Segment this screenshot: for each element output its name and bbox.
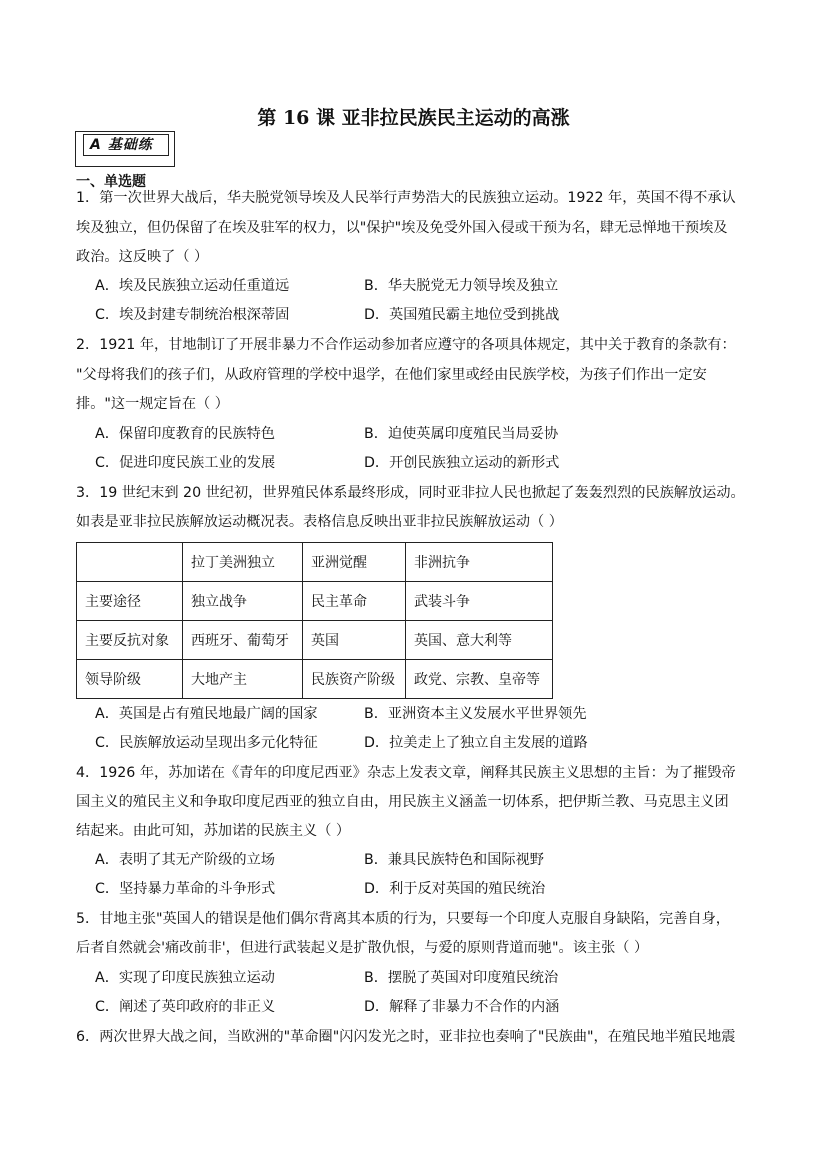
section-heading: 一、单选题 (76, 174, 146, 190)
question-5-line-1: 5．甘地主张"英国人的错误是他们偶尔背离其本质的行为，只要每一个印度人克服自身缺陷，完善自身， (76, 911, 730, 927)
question-2-line-1: 2．1921 年，甘地制订了开展非暴力不合作运动参加者应遵守的各项具体规定，其中关于教育的条款有： (76, 337, 736, 353)
question-2-option-d: D．开创民族独立运动的新形式 (364, 455, 560, 471)
question-1-option-a: A．埃及民族独立运动任重道远 (95, 278, 290, 294)
liberation-movement-table (76, 542, 553, 699)
question-5-option-a: A．实现了印度民族独立运动 (95, 970, 275, 986)
question-3-line-1: 3．19 世纪末到 20 世纪初，世界殖民体系最终形成，同时亚非拉人民也掀起了轰轰烈烈的民族解放运动。 (76, 485, 745, 501)
table-cell: 非洲抗争 (406, 543, 553, 582)
question-1-line-3: 政治。这反映了（ ） (76, 249, 209, 265)
question-1-option-c: C．埃及封建专制统治根深蒂固 (95, 307, 290, 323)
question-4-option-a: A．表明了其无产阶级的立场 (95, 852, 275, 868)
question-4-line-3: 结起来。由此可知，苏加诺的民族主义（ ） (76, 823, 351, 839)
question-2-option-a: A．保留印度教育的民族特色 (95, 426, 275, 442)
table-cell: 领导阶级 (77, 660, 183, 699)
page-title: 第 16 课 亚非拉民族民主运动的高涨 (257, 107, 570, 129)
question-6-line-1: 6．两次世界大战之间，当欧洲的"革命圈"闪闪发光之时，亚非拉也奏响了"民族曲"，在殖民地半殖民地震 (76, 1029, 736, 1045)
table-cell: 主要反抗对象 (77, 621, 183, 660)
question-5-line-2: 后者自然就会'痛改前非'，但进行武装起义是扩散仇恨，与爱的原则背道而驰"。该主张（ ） (76, 940, 649, 956)
question-1-option-b: B．华夫脱党无力领导埃及独立 (364, 278, 559, 294)
question-2-line-3: 排。"这一规定旨在（ ） (76, 396, 229, 412)
question-3-line-2: 如表是亚非拉民族解放运动概况表。表格信息反映出亚非拉民族解放运动（ ） (76, 514, 563, 530)
level-badge-label: A 基础练 (83, 134, 169, 156)
question-4-option-b: B．兼具民族特色和国际视野 (364, 852, 544, 868)
table-cell: 大地产主 (183, 660, 303, 699)
question-1-option-d: D．英国殖民霸主地位受到挑战 (364, 307, 560, 323)
question-4-option-d: D．利于反对英国的殖民统治 (364, 881, 546, 897)
question-1-line-2: 埃及独立，但仍保留了在埃及驻军的权力，以"保护"埃及免受外国入侵或干预为名，肆无忌惮地干预埃及 (76, 220, 728, 236)
question-5-option-b: B．摆脱了英国对印度殖民统治 (364, 970, 559, 986)
table-cell (77, 543, 183, 582)
level-badge (75, 131, 175, 167)
question-3-option-b: B．亚洲资本主义发展水平世界领先 (364, 706, 587, 722)
question-1-line-1: 1．第一次世界大战后，华夫脱党领导埃及人民举行声势浩大的民族独立运动。1922 年，英国不得不承认 (76, 190, 736, 206)
table-cell: 武装斗争 (406, 582, 553, 621)
table-cell: 政党、宗教、皇帝等 (406, 660, 553, 699)
table-cell: 英国、意大利等 (406, 621, 553, 660)
table-cell: 西班牙、葡萄牙 (183, 621, 303, 660)
table-header-row (77, 543, 553, 582)
table-cell: 亚洲觉醒 (303, 543, 406, 582)
question-4-option-c: C．坚持暴力革命的斗争形式 (95, 881, 276, 897)
question-5-option-c: C．阐述了英印政府的非正义 (95, 999, 276, 1015)
table-row (77, 582, 553, 621)
question-4-line-2: 国主义的殖民主义和争取印度尼西亚的独立自由，用民族主义涵盖一切体系，把伊斯兰教、马克思主义团 (76, 794, 729, 810)
table-cell: 英国 (303, 621, 406, 660)
question-3-option-d: D．拉美走上了独立自主发展的道路 (364, 735, 588, 751)
table-cell: 民族资产阶级 (303, 660, 406, 699)
table-row (77, 621, 553, 660)
question-2-option-b: B．迫使英属印度殖民当局妥协 (364, 426, 559, 442)
question-5-option-d: D．解释了非暴力不合作的内涵 (364, 999, 560, 1015)
table-cell: 主要途径 (77, 582, 183, 621)
question-2-option-c: C．促进印度民族工业的发展 (95, 455, 276, 471)
question-2-line-2: "父母将我们的孩子们，从政府管理的学校中退学，在他们家里或经由民族学校，为孩子们作出一定安 (76, 367, 707, 383)
table-row (77, 660, 553, 699)
question-3-option-c: C．民族解放运动呈现出多元化特征 (95, 735, 318, 751)
table-cell: 独立战争 (183, 582, 303, 621)
question-4-line-1: 4．1926 年，苏加诺在《青年的印度尼西亚》杂志上发表文章，阐释其民族主义思想的主旨：为了摧毁帝 (76, 765, 736, 781)
question-3-option-a: A．英国是占有殖民地最广阔的国家 (95, 706, 318, 722)
table-cell: 民主革命 (303, 582, 406, 621)
table-cell: 拉丁美洲独立 (183, 543, 303, 582)
